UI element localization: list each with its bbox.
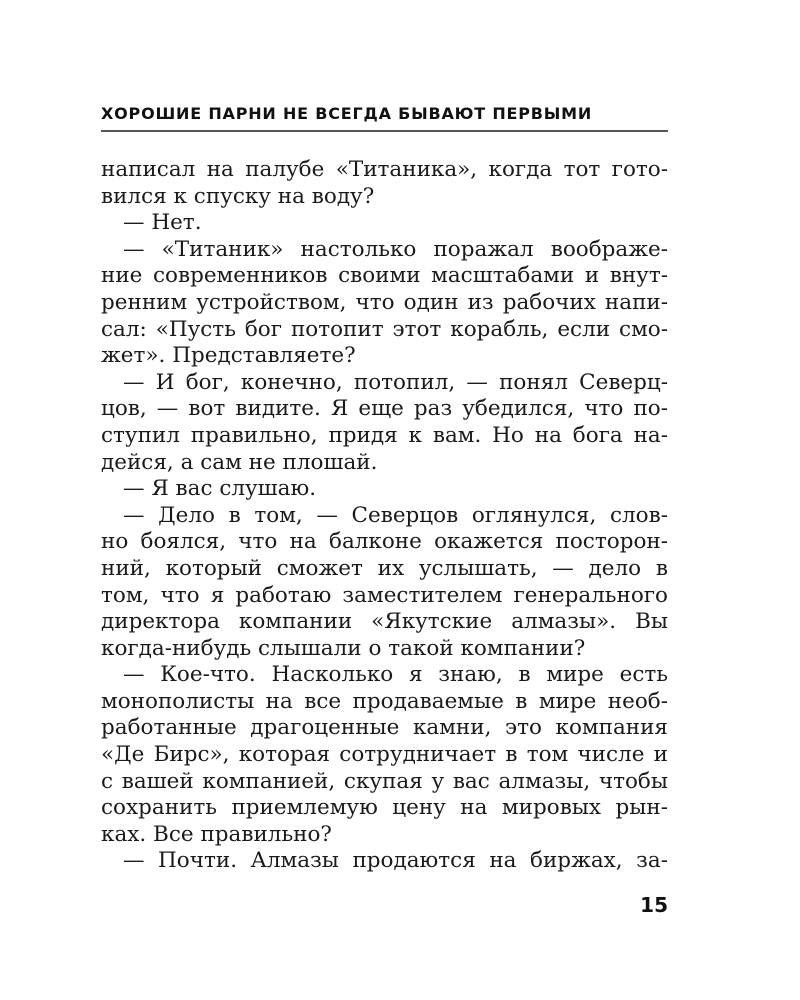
text-line: когда-нибудь слышали о такой компании? bbox=[101, 635, 586, 661]
text-line: — Кое-что. Насколько я знаю, в мире есть bbox=[123, 662, 668, 688]
body-text bbox=[101, 157, 668, 875]
text-line: жет». Представляете? bbox=[101, 343, 356, 369]
text-line: цов, — вот видите. Я еще раз убедился, что по- bbox=[101, 396, 668, 422]
running-head: ХОРОШИЕ ПАРНИ НЕ ВСЕГДА БЫВАЮТ ПЕРВЫМИ bbox=[101, 104, 593, 123]
text-line: ний, который сможет их услышать, — дело в bbox=[101, 555, 668, 581]
text-line: — Я вас слушаю. bbox=[123, 476, 317, 502]
text-line: с вашей компанией, скупая у вас алмазы, чтобы bbox=[101, 768, 668, 794]
text-line: — «Титаник» настолько поражал воображе- bbox=[123, 236, 668, 262]
text-line: ступил правильно, придя к вам. Но на бога на- bbox=[101, 422, 668, 448]
text-line: дейся, а сам не плошай. bbox=[101, 449, 378, 475]
text-line: написал на палубе «Титаника», когда тот гото- bbox=[101, 157, 668, 182]
page-number: 15 bbox=[640, 893, 668, 917]
text-line: «Де Бирс», которая сотрудничает в том числе и bbox=[101, 742, 668, 768]
text-line: директора компании «Якутские алмазы». Вы bbox=[101, 609, 668, 635]
text-line: ках. Все правильно? bbox=[101, 821, 332, 847]
text-line: но боялся, что на балконе окажется посторон- bbox=[101, 529, 668, 555]
text-line: — Дело в том, — Северцов оглянулся, слов- bbox=[123, 502, 668, 528]
text-line: вился к спуску на воду? bbox=[101, 183, 375, 209]
text-line: сохранить приемлемую цену на мировых рын- bbox=[101, 795, 668, 821]
header-divider bbox=[101, 130, 668, 132]
text-line: — Нет. bbox=[123, 210, 202, 236]
text-line: ренним устройством, что один из рабочих напи- bbox=[101, 289, 668, 315]
text-line: работанные драгоценные камни, это компания bbox=[101, 715, 668, 741]
text-line: ние современников своими масштабами и внут- bbox=[101, 263, 668, 289]
text-line: — И бог, конечно, потопил, — понял Северц- bbox=[123, 369, 668, 395]
text-line: монополисты на все продаваемые в мире необ- bbox=[101, 688, 668, 714]
text-line: том, что я работаю заместителем генерального bbox=[101, 582, 668, 608]
text-line: — Почти. Алмазы продаются на биржах, за- bbox=[123, 848, 668, 874]
text-line: сал: «Пусть бог потопит этот корабль, если смо- bbox=[101, 316, 668, 342]
